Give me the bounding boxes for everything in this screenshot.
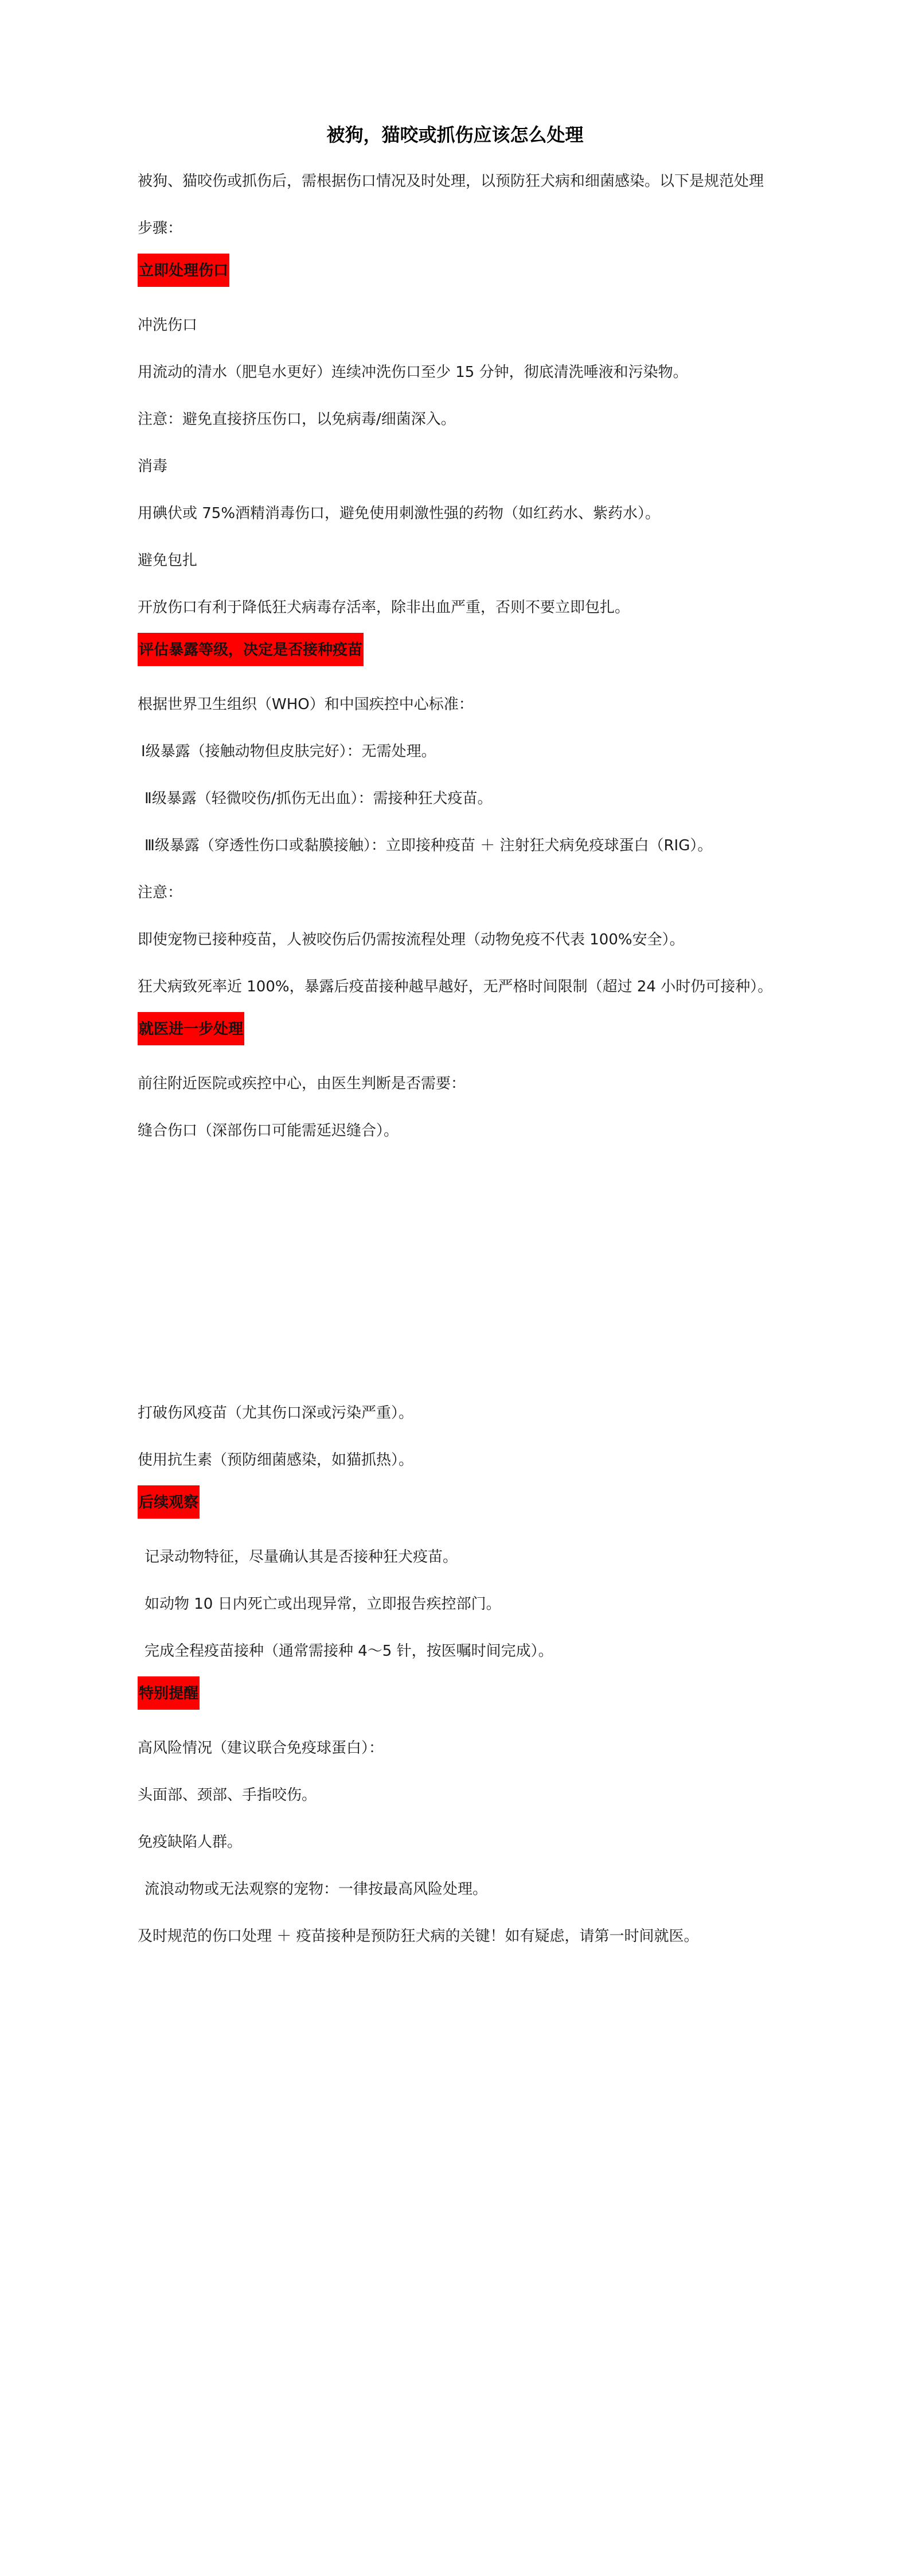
paragraph-conclusion: 及时规范的伤口处理 ＋ 疫苗接种是预防狂犬病的关键！如有疑虑，请第一时间就医。 (138, 1928, 699, 1945)
section-heading-wound-treatment: 立即处理伤口 (138, 254, 229, 287)
section-heading-follow-up: 后续观察 (138, 1485, 200, 1519)
paragraph-note-label: 注意： (138, 884, 183, 901)
list-item-complete-vaccination: 完成全程疫苗接种（通常需接种 4～5 针，按医嘱时间完成）。 (144, 1643, 553, 1660)
list-item-record-animal: 记录动物特征，尽量确认其是否接种狂犬疫苗。 (144, 1548, 458, 1566)
section-heading-special-reminder: 特别提醒 (138, 1676, 200, 1710)
list-item-suture: 缝合伤口（深部伤口可能需延迟缝合）。 (138, 1122, 399, 1139)
intro-text-line-1: 被狗、猫咬伤或抓伤后，需根据伤口情况及时处理，以预防狂犬病和细菌感染。以下是规范处理 (138, 173, 764, 190)
list-item-level-1: Ⅰ级暴露（接触动物但皮肤完好）：无需处理。 (141, 743, 436, 760)
list-item-stray-animals: 流浪动物或无法观察的宠物：一律按最高风险处理。 (144, 1881, 488, 1898)
paragraph-rinse-instructions: 用流动的清水（肥皂水更好）连续冲洗伤口至少 15 分钟，彻底清洗唾液和污染物。 (138, 364, 688, 381)
list-item-head-neck-finger: 头面部、颈部、手指咬伤。 (138, 1787, 317, 1804)
paragraph-go-to-hospital: 前往附近医院或疾控中心，由医生判断是否需要： (138, 1075, 466, 1092)
paragraph-avoid-bandage: 开放伤口有利于降低狂犬病毒存活率，除非出血严重，否则不要立即包扎。 (138, 599, 630, 616)
intro-text-line-2: 步骤： (138, 220, 183, 237)
paragraph-disinfect-instructions: 用碘伏或 75%酒精消毒伤口，避免使用刺激性强的药物（如红药水、紫药水）。 (138, 505, 661, 522)
section-heading-exposure-assessment: 评估暴露等级，决定是否接种疫苗 (138, 633, 364, 666)
list-item-level-3: Ⅲ级暴露（穿透性伤口或黏膜接触）：立即接种疫苗 ＋ 注射狂犬病免疫球蛋白（RIG）。 (144, 837, 713, 854)
paragraph-vaccinated-pet-note: 即使宠物已接种疫苗，人被咬伤后仍需按流程处理（动物免疫不代表 100%安全）。 (138, 931, 685, 948)
paragraph-high-risk: 高风险情况（建议联合免疫球蛋白）： (138, 1740, 384, 1757)
list-item-antibiotics: 使用抗生素（预防细菌感染，如猫抓热）。 (138, 1452, 414, 1469)
list-item-tetanus: 打破伤风疫苗（尤其伤口深或污染严重）。 (138, 1404, 414, 1422)
subheading-avoid-bandage: 避免包扎 (138, 552, 198, 569)
list-item-level-2: Ⅱ级暴露（轻微咬伤/抓伤无出血）：需接种狂犬疫苗。 (144, 790, 493, 807)
paragraph-rinse-note: 注意：避免直接挤压伤口，以免病毒/细菌深入。 (138, 411, 456, 428)
list-item-immunodeficient: 免疫缺陷人群。 (138, 1834, 243, 1851)
subheading-disinfect: 消毒 (138, 458, 168, 475)
paragraph-standards: 根据世界卫生组织（WHO）和中国疾控中心标准： (138, 696, 474, 713)
paragraph-fatality-note: 狂犬病致死率近 100%，暴露后疫苗接种越早越好，无严格时间限制（超过 24 小时仍可接种）。 (138, 978, 773, 995)
section-heading-seek-medical-care: 就医进一步处理 (138, 1012, 244, 1045)
subheading-rinse-wound: 冲洗伤口 (138, 317, 198, 334)
document-title: 被狗，猫咬或抓伤应该怎么处理 (326, 124, 584, 146)
list-item-report-death: 如动物 10 日内死亡或出现异常，立即报告疾控部门。 (144, 1596, 501, 1613)
